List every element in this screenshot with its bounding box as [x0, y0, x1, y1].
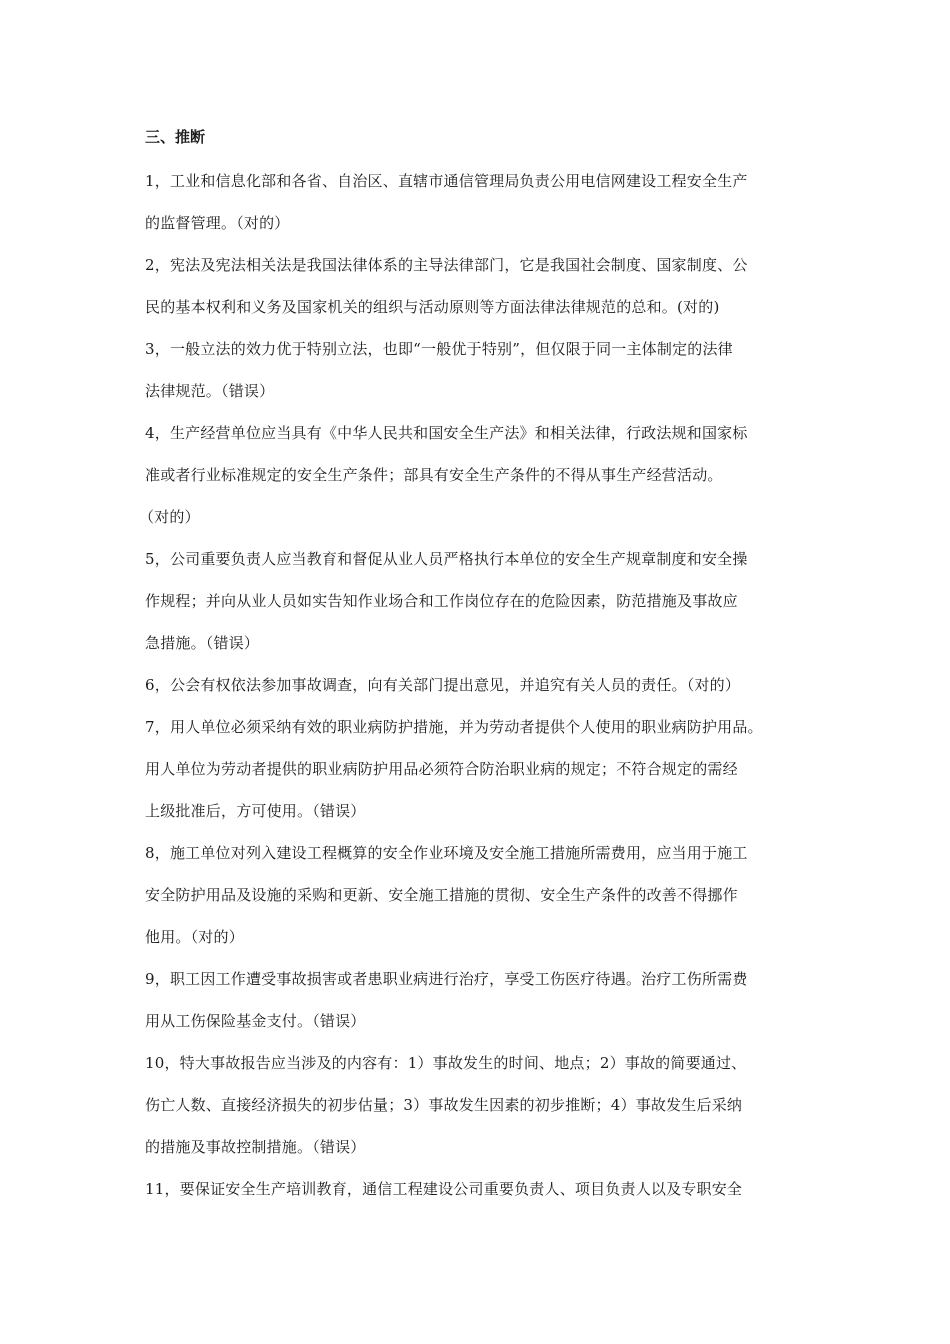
text-line: 安全防护用品及设施的采购和更新、安全施工措施的贯彻、安全生产条件的改善不得挪作 — [145, 886, 738, 904]
text-line: 7，用人单位必须采纳有效的职业病防护措施，并为劳动者提供个人使用的职业病防护用品。 — [145, 718, 763, 736]
text-line: 民的基本权利和义务及国家机关的组织与活动原则等方面法律法律规范的总和。(对的) — [145, 298, 720, 316]
text-line: （对的） — [139, 508, 200, 526]
text-line: 5，公司重要负责人应当教育和督促从业人员严格执行本单位的安全生产规章制度和安全操 — [145, 550, 748, 568]
text-line: 准或者行业标准规定的安全生产条件；部具有安全生产条件的不得从事生产经营活动。 — [145, 466, 723, 484]
document-body — [139, 124, 820, 1210]
text-line: 作规程；并向从业人员如实告知作业场合和工作岗位存在的危险因素，防范措施及事故应 — [145, 592, 738, 610]
text-line: 10，特大事故报告应当涉及的内容有：1）事故发生的时间、地点；2）事故的简要通过、 — [145, 1054, 747, 1072]
text-line: 法律规范。（错误） — [145, 382, 275, 400]
text-line: 他用。（对的） — [145, 928, 244, 946]
text-line: 的措施及事故控制措施。（错误） — [145, 1138, 366, 1156]
text-line: 3，一般立法的效力优于特别立法，也即“一般优于特别”，但仅限于同一主体制定的法律 — [145, 340, 733, 358]
section-heading: 三、推断 — [145, 128, 206, 146]
text-line: 用人单位为劳动者提供的职业病防护用品必须符合防治职业病的规定；不符合规定的需经 — [145, 760, 738, 778]
text-line: 6，公会有权依法参加事故调查，向有关部门提出意见，并追究有关人员的责任。（对的） — [145, 676, 741, 694]
text-line: 伤亡人数、直接经济损失的初步估量；3）事故发生因素的初步推断；4）事故发生后采纳 — [145, 1096, 743, 1114]
text-line: 4，生产经营单位应当具有《中华人民共和国安全生产法》和相关法律，行政法规和国家标 — [145, 424, 748, 442]
text-line: 11，要保证安全生产培训教育，通信工程建设公司重要负责人、项目负责人以及专职安全 — [145, 1180, 743, 1198]
text-line: 用从工伤保险基金支付。（错误） — [145, 1012, 366, 1030]
text-line: 急措施。（错误） — [145, 634, 260, 652]
text-line: 的监督管理。（对的） — [145, 214, 290, 232]
text-line: 9，职工因工作遭受事故损害或者患职业病进行治疗，享受工伤医疗待遇。治疗工伤所需费 — [145, 970, 748, 988]
text-line: 2，宪法及宪法相关法是我国法律体系的主导法律部门，它是我国社会制度、国家制度、公 — [145, 256, 748, 274]
text-line: 8，施工单位对列入建设工程概算的安全作业环境及安全施工措施所需费用，应当用于施工 — [145, 844, 748, 862]
text-line: 1，工业和信息化部和各省、自治区、直辖市通信管理局负责公用电信网建设工程安全生产 — [145, 172, 748, 190]
text-line: 上级批准后，方可使用。（错误） — [145, 802, 366, 820]
